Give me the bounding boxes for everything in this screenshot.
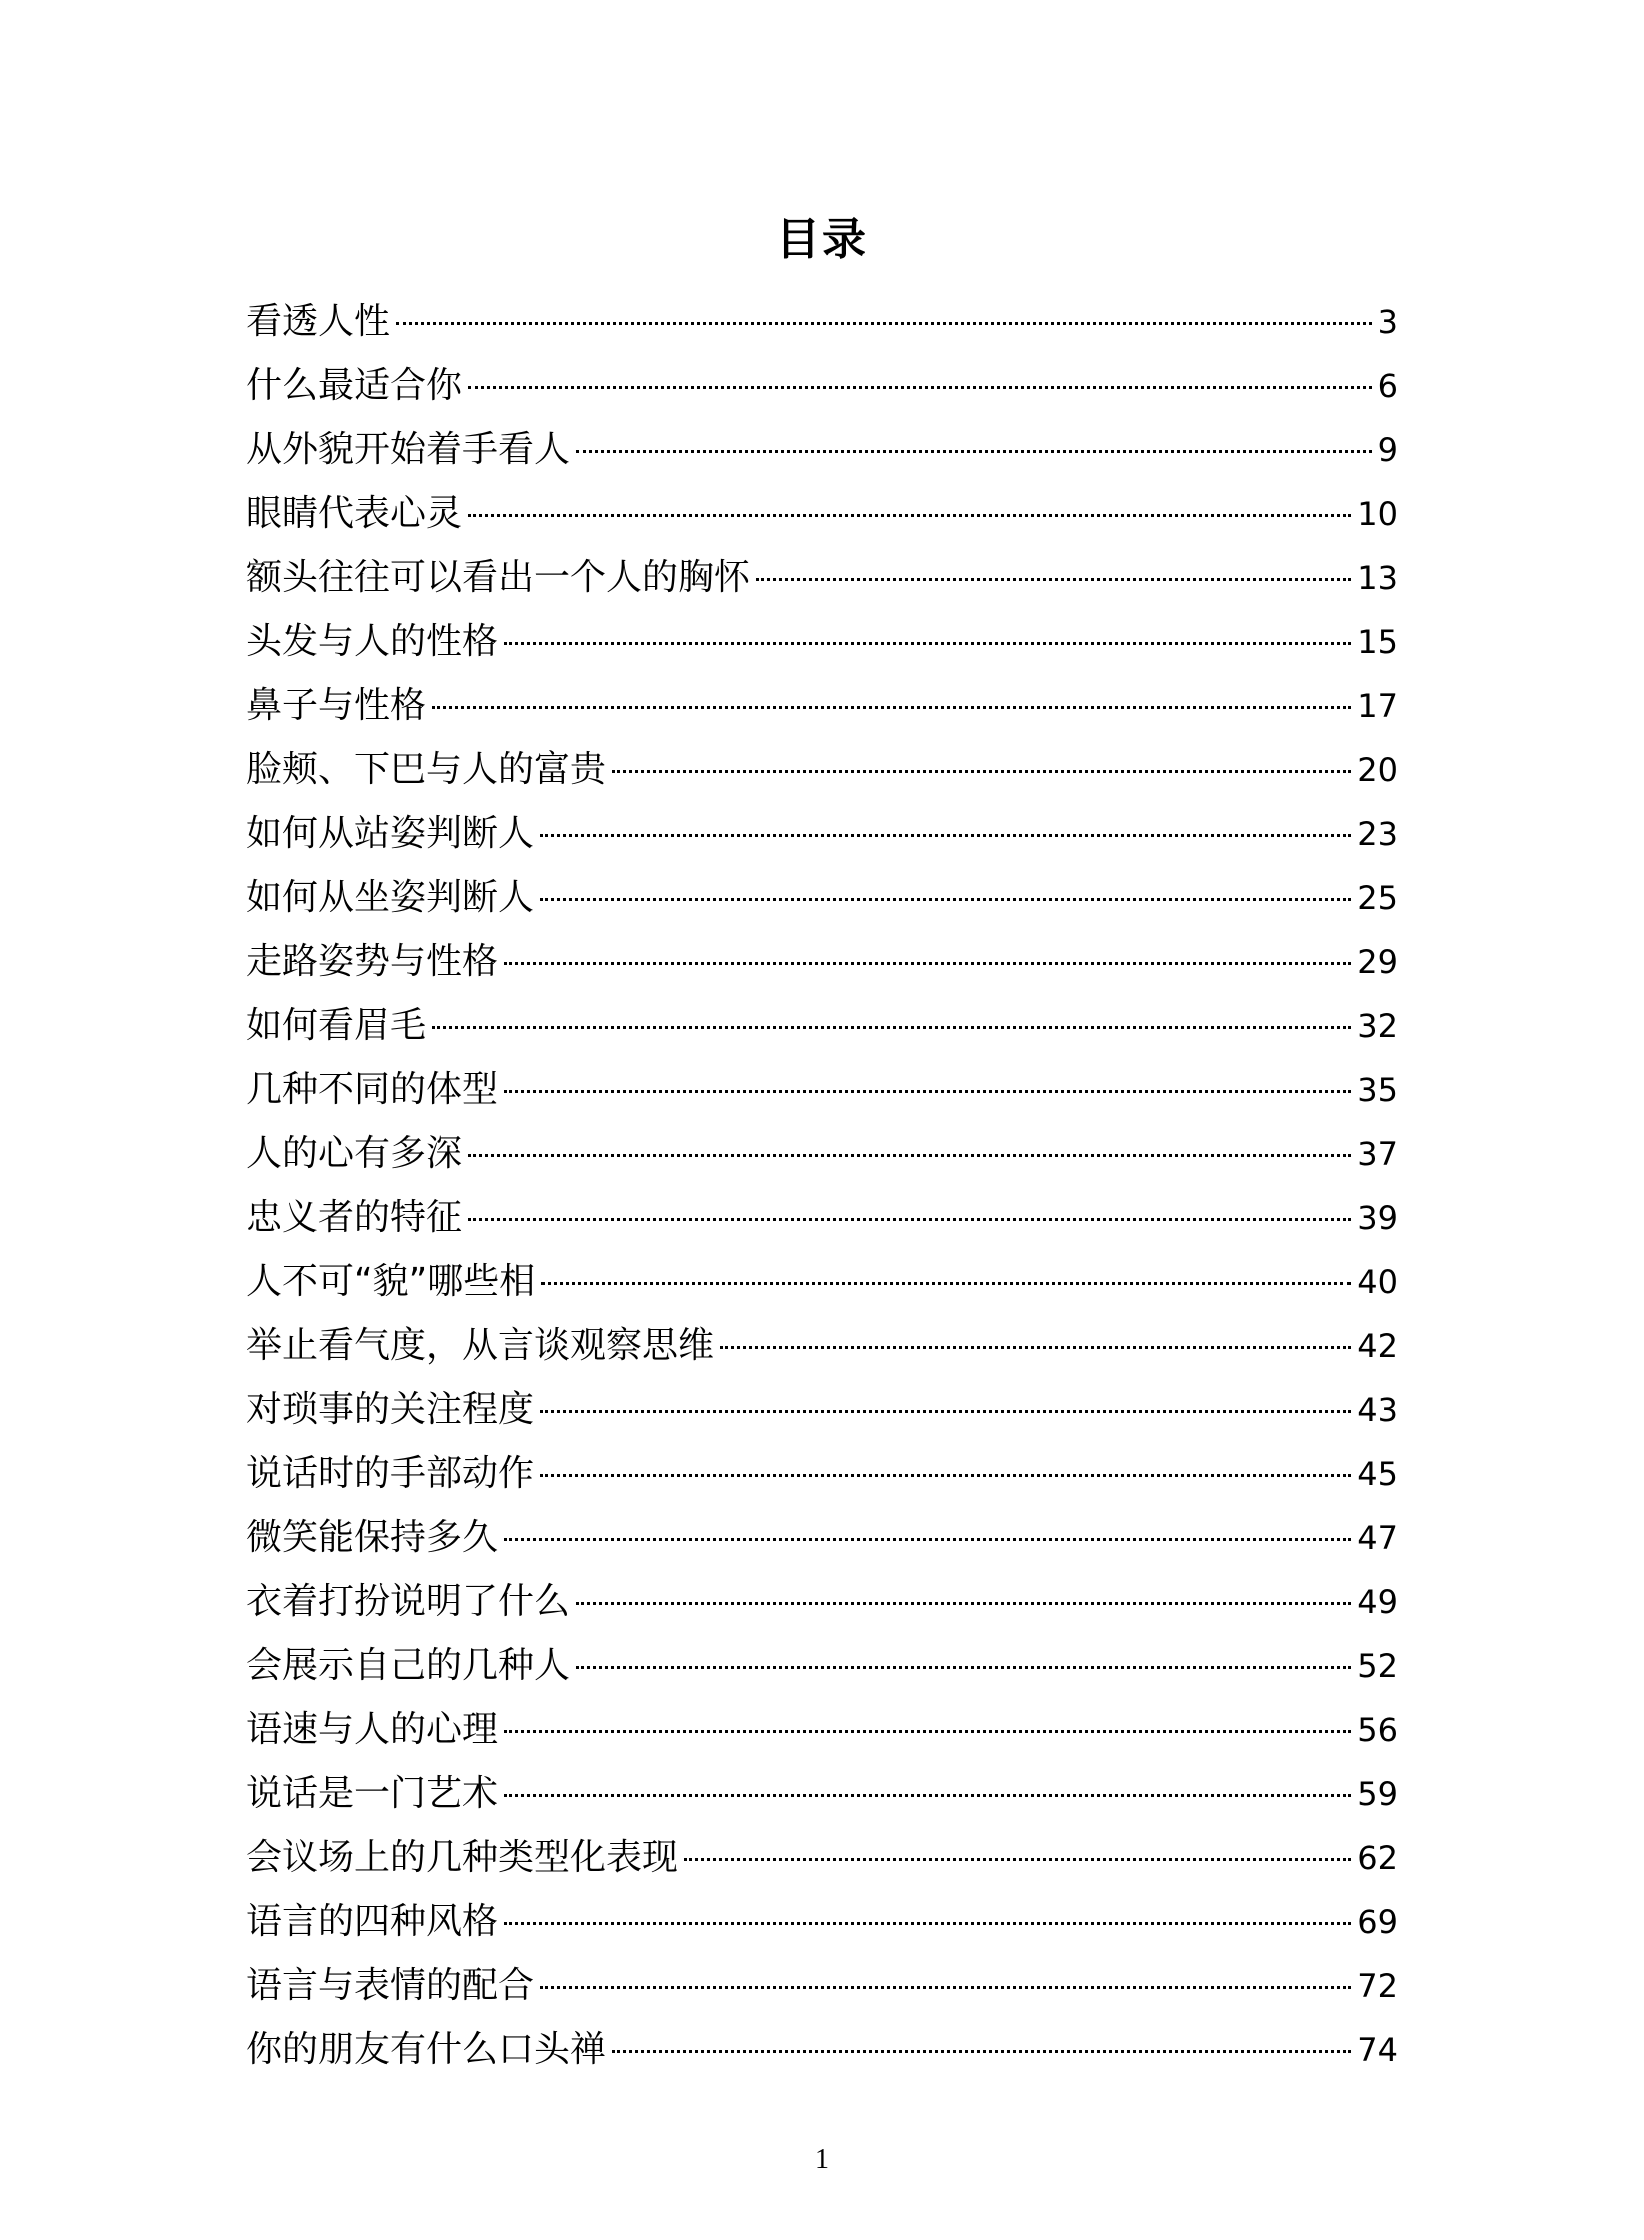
toc-entry-title: 会展示自己的几种人 xyxy=(246,1645,571,1686)
toc-entry-page: 39 xyxy=(1357,1199,1398,1237)
toc-entry[interactable] xyxy=(246,674,1398,738)
toc-entry-title: 说话是一门艺术 xyxy=(246,1773,499,1814)
toc-entry-page: 17 xyxy=(1357,687,1398,725)
dot-leader xyxy=(576,1666,1351,1669)
toc-entry-page: 69 xyxy=(1357,1903,1398,1941)
dot-leader xyxy=(576,450,1372,453)
toc-entry-page: 37 xyxy=(1357,1135,1398,1173)
dot-leader xyxy=(612,2050,1351,2053)
dot-leader xyxy=(432,706,1351,709)
toc-entry-page: 29 xyxy=(1357,943,1398,981)
toc-entry[interactable] xyxy=(246,1250,1398,1314)
toc-entry-title: 语速与人的心理 xyxy=(246,1709,499,1750)
page-number: 1 xyxy=(815,2144,829,2175)
toc-entry-title: 说话时的手部动作 xyxy=(246,1453,535,1494)
toc-entry[interactable] xyxy=(246,930,1398,994)
toc-entry[interactable] xyxy=(246,738,1398,802)
toc-entry-page: 10 xyxy=(1357,495,1398,533)
dot-leader xyxy=(504,1538,1351,1541)
dot-leader xyxy=(468,514,1351,517)
toc-entry-title: 语言的四种风格 xyxy=(246,1901,499,1942)
toc-entry[interactable] xyxy=(246,1570,1398,1634)
toc-entry-page: 23 xyxy=(1357,815,1398,853)
dot-leader xyxy=(720,1346,1351,1349)
toc-entry-page: 47 xyxy=(1357,1519,1398,1557)
toc-entry-title: 眼睛代表心灵 xyxy=(246,493,463,534)
toc-entry[interactable] xyxy=(246,1634,1398,1698)
toc-entry-title: 看透人性 xyxy=(246,301,391,342)
toc-entry-page: 6 xyxy=(1377,367,1398,405)
toc-entry[interactable] xyxy=(246,1506,1398,1570)
toc-entry-page: 9 xyxy=(1377,431,1398,469)
dot-leader xyxy=(540,834,1351,837)
toc-entry[interactable] xyxy=(246,1890,1398,1954)
dot-leader xyxy=(612,770,1351,773)
dot-leader xyxy=(684,1858,1351,1861)
dot-leader xyxy=(540,1986,1351,1989)
toc-entry[interactable] xyxy=(246,610,1398,674)
toc-entry[interactable] xyxy=(246,994,1398,1058)
toc-entry-title: 微笑能保持多久 xyxy=(246,1517,499,1558)
dot-leader xyxy=(504,1922,1351,1925)
toc-entry-title: 脸颊、下巴与人的富贵 xyxy=(246,749,607,790)
toc-entry[interactable] xyxy=(246,2018,1398,2082)
toc-entry[interactable] xyxy=(246,1058,1398,1122)
toc-entry[interactable] xyxy=(246,482,1398,546)
dot-leader xyxy=(396,322,1372,325)
toc-entry[interactable] xyxy=(246,1122,1398,1186)
toc-entry-title: 对琐事的关注程度 xyxy=(246,1389,535,1430)
toc-entry[interactable] xyxy=(246,290,1398,354)
toc-entry-page: 62 xyxy=(1357,1839,1398,1877)
toc-entry-page: 43 xyxy=(1357,1391,1398,1429)
toc-entry-page: 25 xyxy=(1357,879,1398,917)
toc-entry[interactable] xyxy=(246,1698,1398,1762)
toc-entry-title: 走路姿势与性格 xyxy=(246,941,499,982)
toc-entry[interactable] xyxy=(246,1826,1398,1890)
toc-entry-title: 人不可“貌”哪些相 xyxy=(246,1261,536,1302)
toc-entry[interactable] xyxy=(246,354,1398,418)
dot-leader xyxy=(504,1090,1351,1093)
dot-leader xyxy=(576,1602,1351,1605)
toc-entry-page: 72 xyxy=(1357,1967,1398,2005)
toc-entry-page: 59 xyxy=(1357,1775,1398,1813)
toc-entry-title: 语言与表情的配合 xyxy=(246,1965,535,2006)
toc-entry-page: 20 xyxy=(1357,751,1398,789)
dot-leader xyxy=(540,898,1351,901)
toc-entry-title: 鼻子与性格 xyxy=(246,685,427,726)
toc-entry[interactable] xyxy=(246,1186,1398,1250)
toc-entry-title: 如何看眉毛 xyxy=(246,1005,427,1046)
dot-leader xyxy=(504,1730,1351,1733)
toc-entry-page: 40 xyxy=(1357,1263,1398,1301)
toc-entry-page: 13 xyxy=(1357,559,1398,597)
toc-entry-page: 35 xyxy=(1357,1071,1398,1109)
toc-entry-title: 你的朋友有什么口头禅 xyxy=(246,2029,607,2070)
toc-entry[interactable] xyxy=(246,418,1398,482)
toc-entry[interactable] xyxy=(246,866,1398,930)
dot-leader xyxy=(468,386,1372,389)
toc-entry-title: 衣着打扮说明了什么 xyxy=(246,1581,571,1622)
toc-entry-title: 额头往往可以看出一个人的胸怀 xyxy=(246,557,751,598)
dot-leader xyxy=(756,578,1351,581)
toc-list xyxy=(246,290,1398,2082)
toc-entry-title: 如何从坐姿判断人 xyxy=(246,877,535,918)
toc-entry-title: 几种不同的体型 xyxy=(246,1069,499,1110)
toc-entry-page: 42 xyxy=(1357,1327,1398,1365)
dot-leader xyxy=(504,1794,1351,1797)
toc-entry[interactable] xyxy=(246,1442,1398,1506)
dot-leader xyxy=(468,1218,1351,1221)
toc-entry-page: 45 xyxy=(1357,1455,1398,1493)
dot-leader xyxy=(540,1410,1351,1413)
toc-entry-title: 忠义者的特征 xyxy=(246,1197,463,1238)
toc-entry-page: 74 xyxy=(1357,2031,1398,2069)
toc-entry-title: 什么最适合你 xyxy=(246,365,463,406)
dot-leader xyxy=(540,1474,1351,1477)
dot-leader xyxy=(504,962,1351,965)
toc-entry-page: 15 xyxy=(1357,623,1398,661)
toc-entry-title: 头发与人的性格 xyxy=(246,621,499,662)
toc-entry-page: 32 xyxy=(1357,1007,1398,1045)
toc-entry[interactable] xyxy=(246,1954,1398,2018)
toc-entry[interactable] xyxy=(246,1378,1398,1442)
toc-entry-page: 52 xyxy=(1357,1647,1398,1685)
toc-entry-page: 3 xyxy=(1377,303,1398,341)
toc-entry-title: 会议场上的几种类型化表现 xyxy=(246,1837,679,1878)
toc-entry-title: 人的心有多深 xyxy=(246,1133,463,1174)
toc-entry-page: 49 xyxy=(1357,1583,1398,1621)
dot-leader xyxy=(504,642,1351,645)
dot-leader xyxy=(432,1026,1351,1029)
dot-leader xyxy=(541,1282,1351,1285)
toc-entry-title: 举止看气度，从言谈观察思维 xyxy=(246,1325,715,1366)
toc-entry-title: 如何从站姿判断人 xyxy=(246,813,535,854)
toc-entry-page: 56 xyxy=(1357,1711,1398,1749)
toc-entry-title: 从外貌开始着手看人 xyxy=(246,429,571,470)
dot-leader xyxy=(468,1154,1351,1157)
toc-entry[interactable] xyxy=(246,802,1398,866)
toc-entry[interactable] xyxy=(246,1762,1398,1826)
toc-title: 目录 xyxy=(776,214,868,265)
toc-entry[interactable] xyxy=(246,546,1398,610)
toc-entry[interactable] xyxy=(246,1314,1398,1378)
